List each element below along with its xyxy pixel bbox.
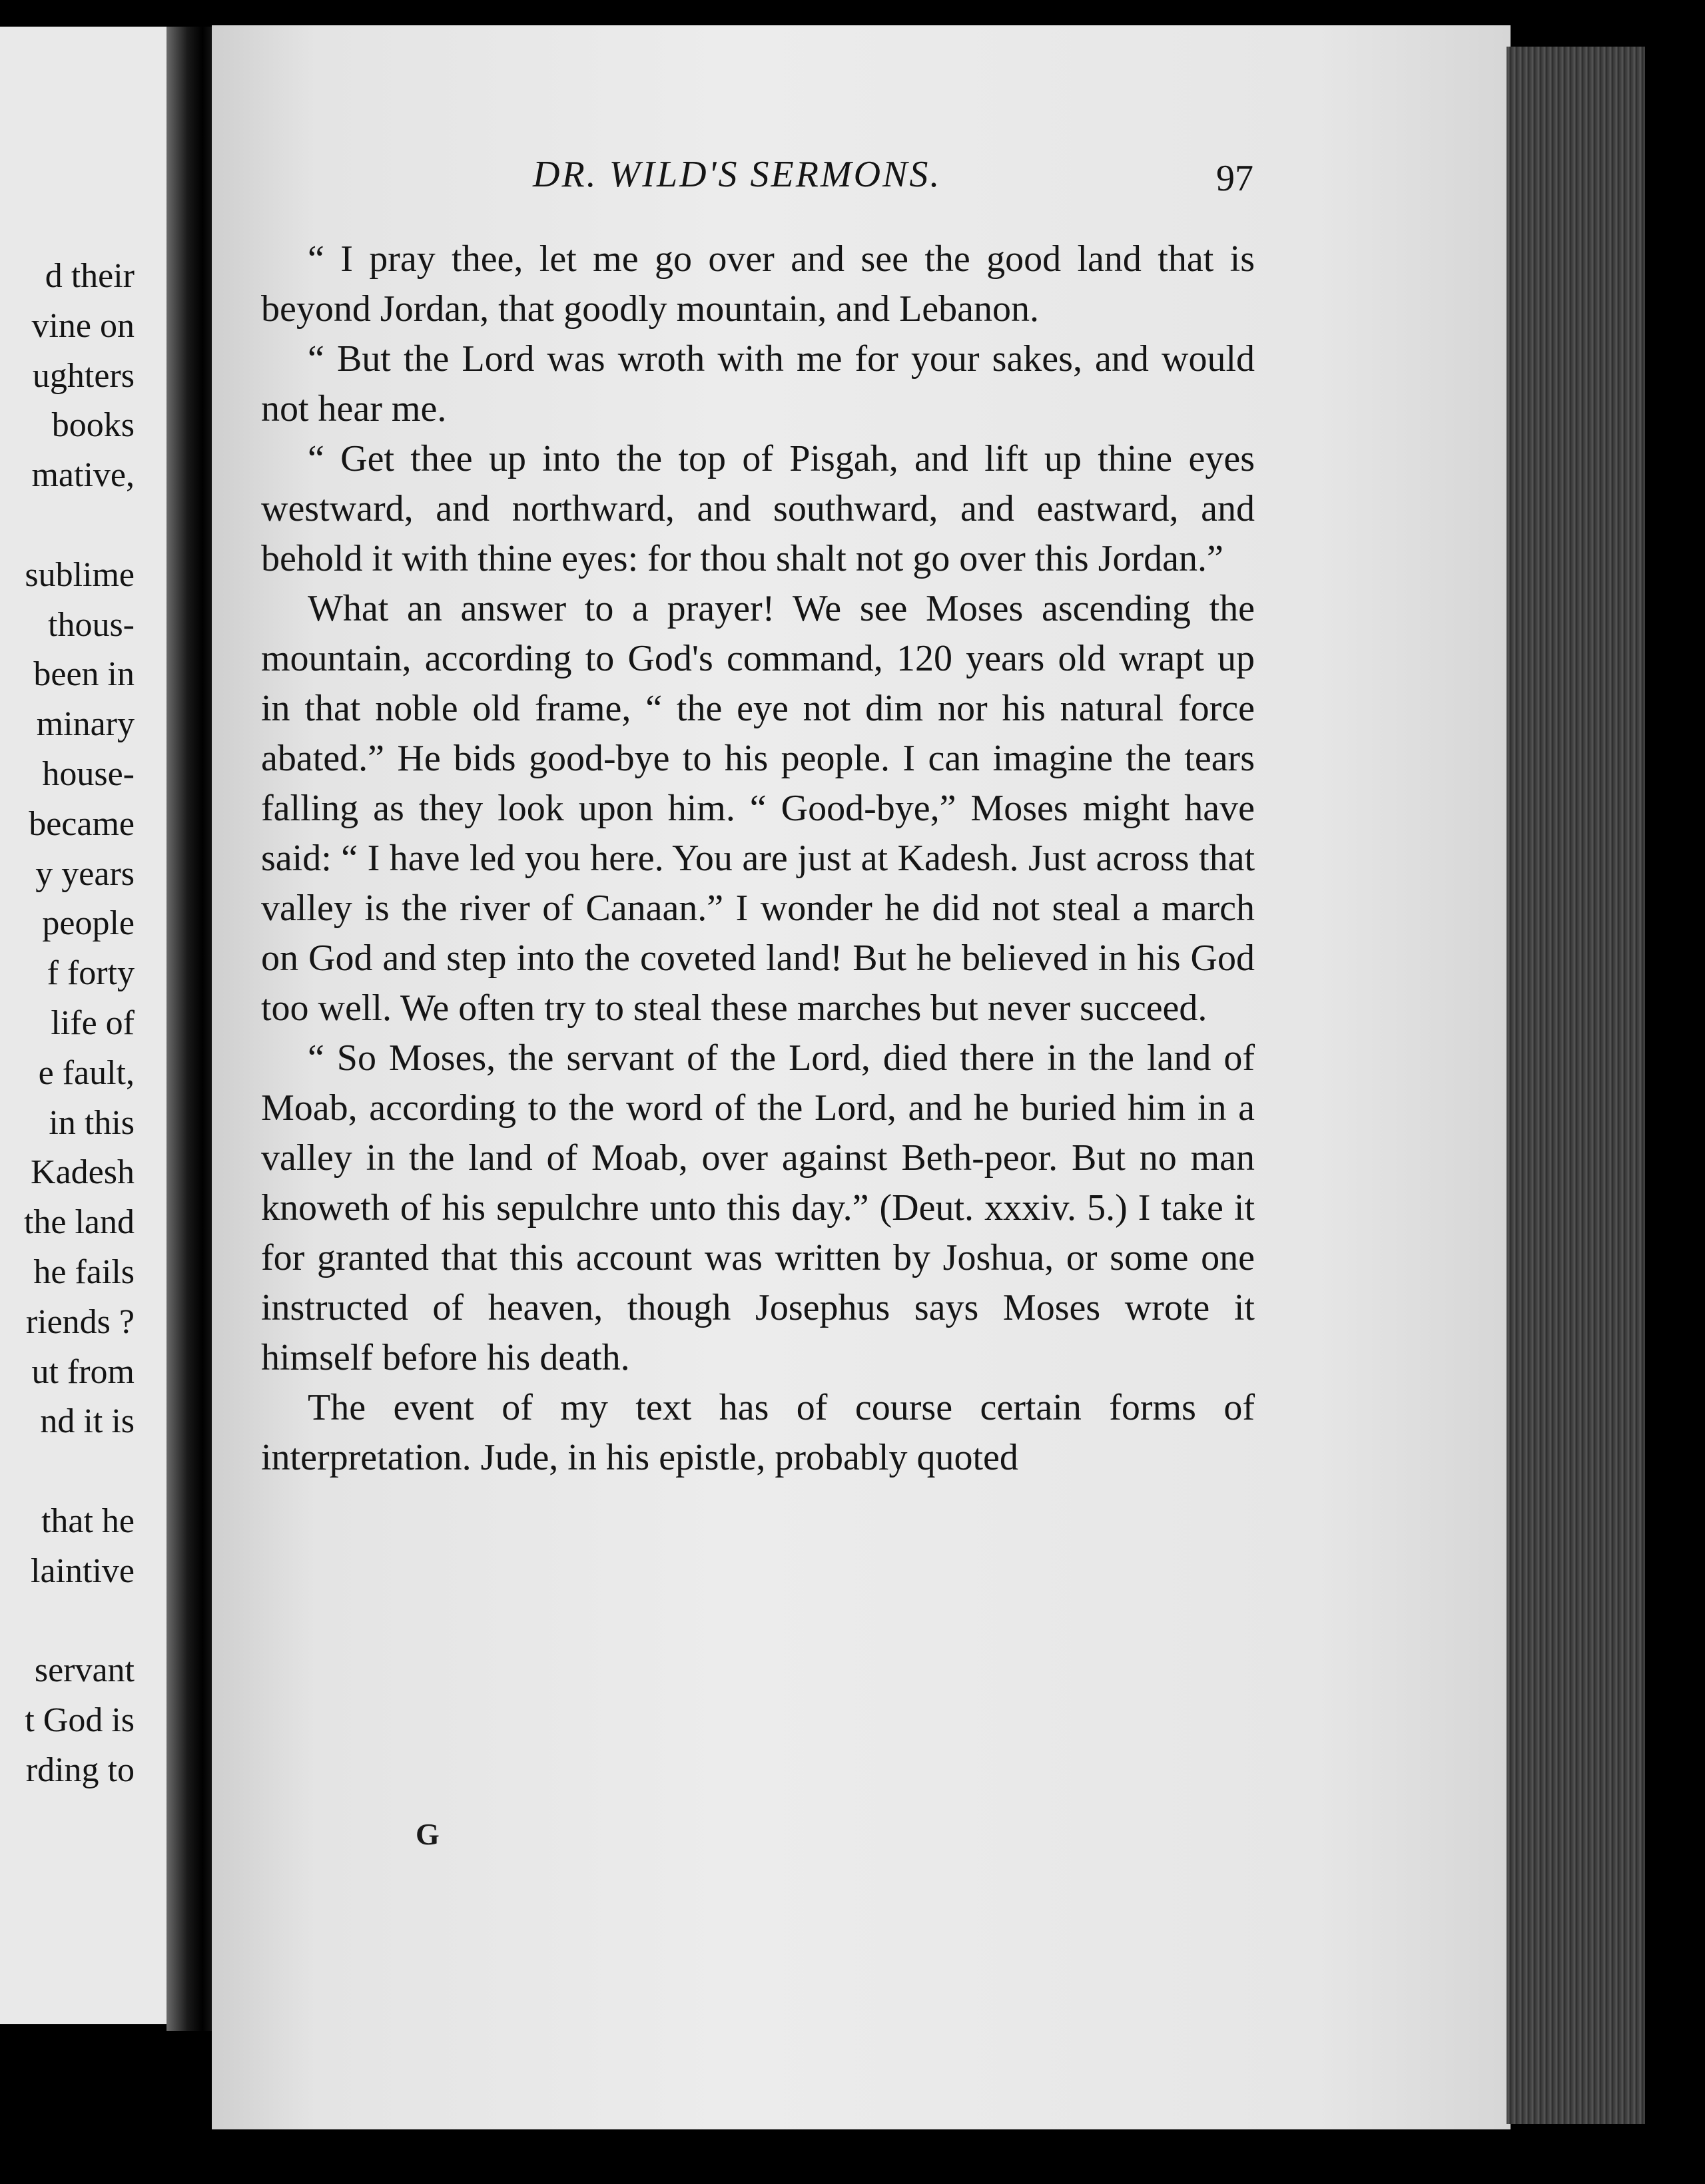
facing-line: ughters	[32, 356, 135, 395]
facing-line: that he	[41, 1502, 135, 1540]
paragraph: “ Get thee up into the top of Pisgah, and lift up thine eyes westward, and northward, and southward, and eastward, and behold it with thine eyes: for thou shalt not go over this Jordan.”	[261, 438, 1255, 579]
facing-line: servant	[34, 1651, 135, 1690]
facing-line: nd it is	[40, 1402, 135, 1441]
facing-line: he fails	[33, 1252, 135, 1291]
facing-line: minary	[36, 705, 135, 744]
facing-line: y years	[35, 854, 135, 893]
facing-page-text	[0, 252, 135, 1796]
facing-line: ut from	[31, 1352, 135, 1391]
facing-line: became	[29, 804, 135, 843]
facing-line	[0, 501, 135, 551]
facing-line	[0, 1447, 135, 1497]
facing-line: sublime	[25, 555, 135, 594]
page-number: 97	[1216, 158, 1253, 199]
facing-line: people	[42, 904, 135, 943]
facing-line: the land	[23, 1203, 135, 1242]
signature-mark: G	[416, 1817, 440, 1851]
facing-line: Kadesh	[31, 1153, 135, 1192]
facing-line: t God is	[25, 1701, 135, 1740]
facing-line: vine on	[31, 306, 135, 345]
facing-line	[0, 1597, 135, 1647]
paragraph: “ So Moses, the servant of the Lord, died there in the land of Moab, according to the word of the Lord, and he buried him in a valley in the land of Moab, over against Beth-peor. But no man knoweth of his sepulchre unto this day.” (Deut. xxxiv. 5.) I take it for granted that this account was written by Joshua, or some one instructed of heaven, though Josephus says Moses wrote it himself before his death.	[261, 1037, 1255, 1378]
paragraph: “ I pray thee, let me go over and see the good land that is beyond Jordan, that goodly mountain, and Lebanon.	[261, 238, 1255, 330]
facing-line: e fault,	[38, 1053, 135, 1092]
facing-line: thous-	[48, 605, 135, 644]
scan-border	[1645, 40, 1705, 2184]
body-text	[261, 234, 1255, 1483]
facing-page	[0, 27, 181, 2024]
running-head: DR. WILD'S SERMONS.	[533, 154, 942, 195]
facing-line: mative,	[31, 456, 135, 495]
paragraph: The event of my text has of course certain forms of interpretation. Jude, in his epistle, probably quoted	[261, 1387, 1255, 1478]
facing-line: rding to	[25, 1751, 135, 1789]
facing-line: d their	[45, 257, 135, 295]
paragraph: What an answer to a prayer! We see Moses ascending the mountain, according to God's command, 120 years old wrapt up in that noble old frame, “ the eye not dim nor his natural force abated.” He bids good-bye to his people. I can imagine the tears falling as they look upon him. “ Good-bye,” Moses might have said: “ I have led you here. You are just at Kadesh. Just across that valley is the river of Canaan.” I wonder he did not steal a march on God and step into the coveted land! But he believed in his God too well. We often try to steal these marches but never succeed.	[261, 588, 1255, 1029]
facing-line: riends ?	[25, 1302, 135, 1341]
paragraph: “ But the Lord was wroth with me for your sakes, and would not hear me.	[261, 338, 1255, 429]
facing-line: life of	[51, 1003, 135, 1042]
facing-line: f forty	[47, 954, 135, 993]
facing-line: in this	[49, 1103, 135, 1142]
facing-line: books	[51, 406, 135, 445]
facing-line: laintive	[31, 1551, 135, 1590]
facing-line: house-	[42, 754, 135, 793]
facing-line: been in	[33, 655, 135, 694]
